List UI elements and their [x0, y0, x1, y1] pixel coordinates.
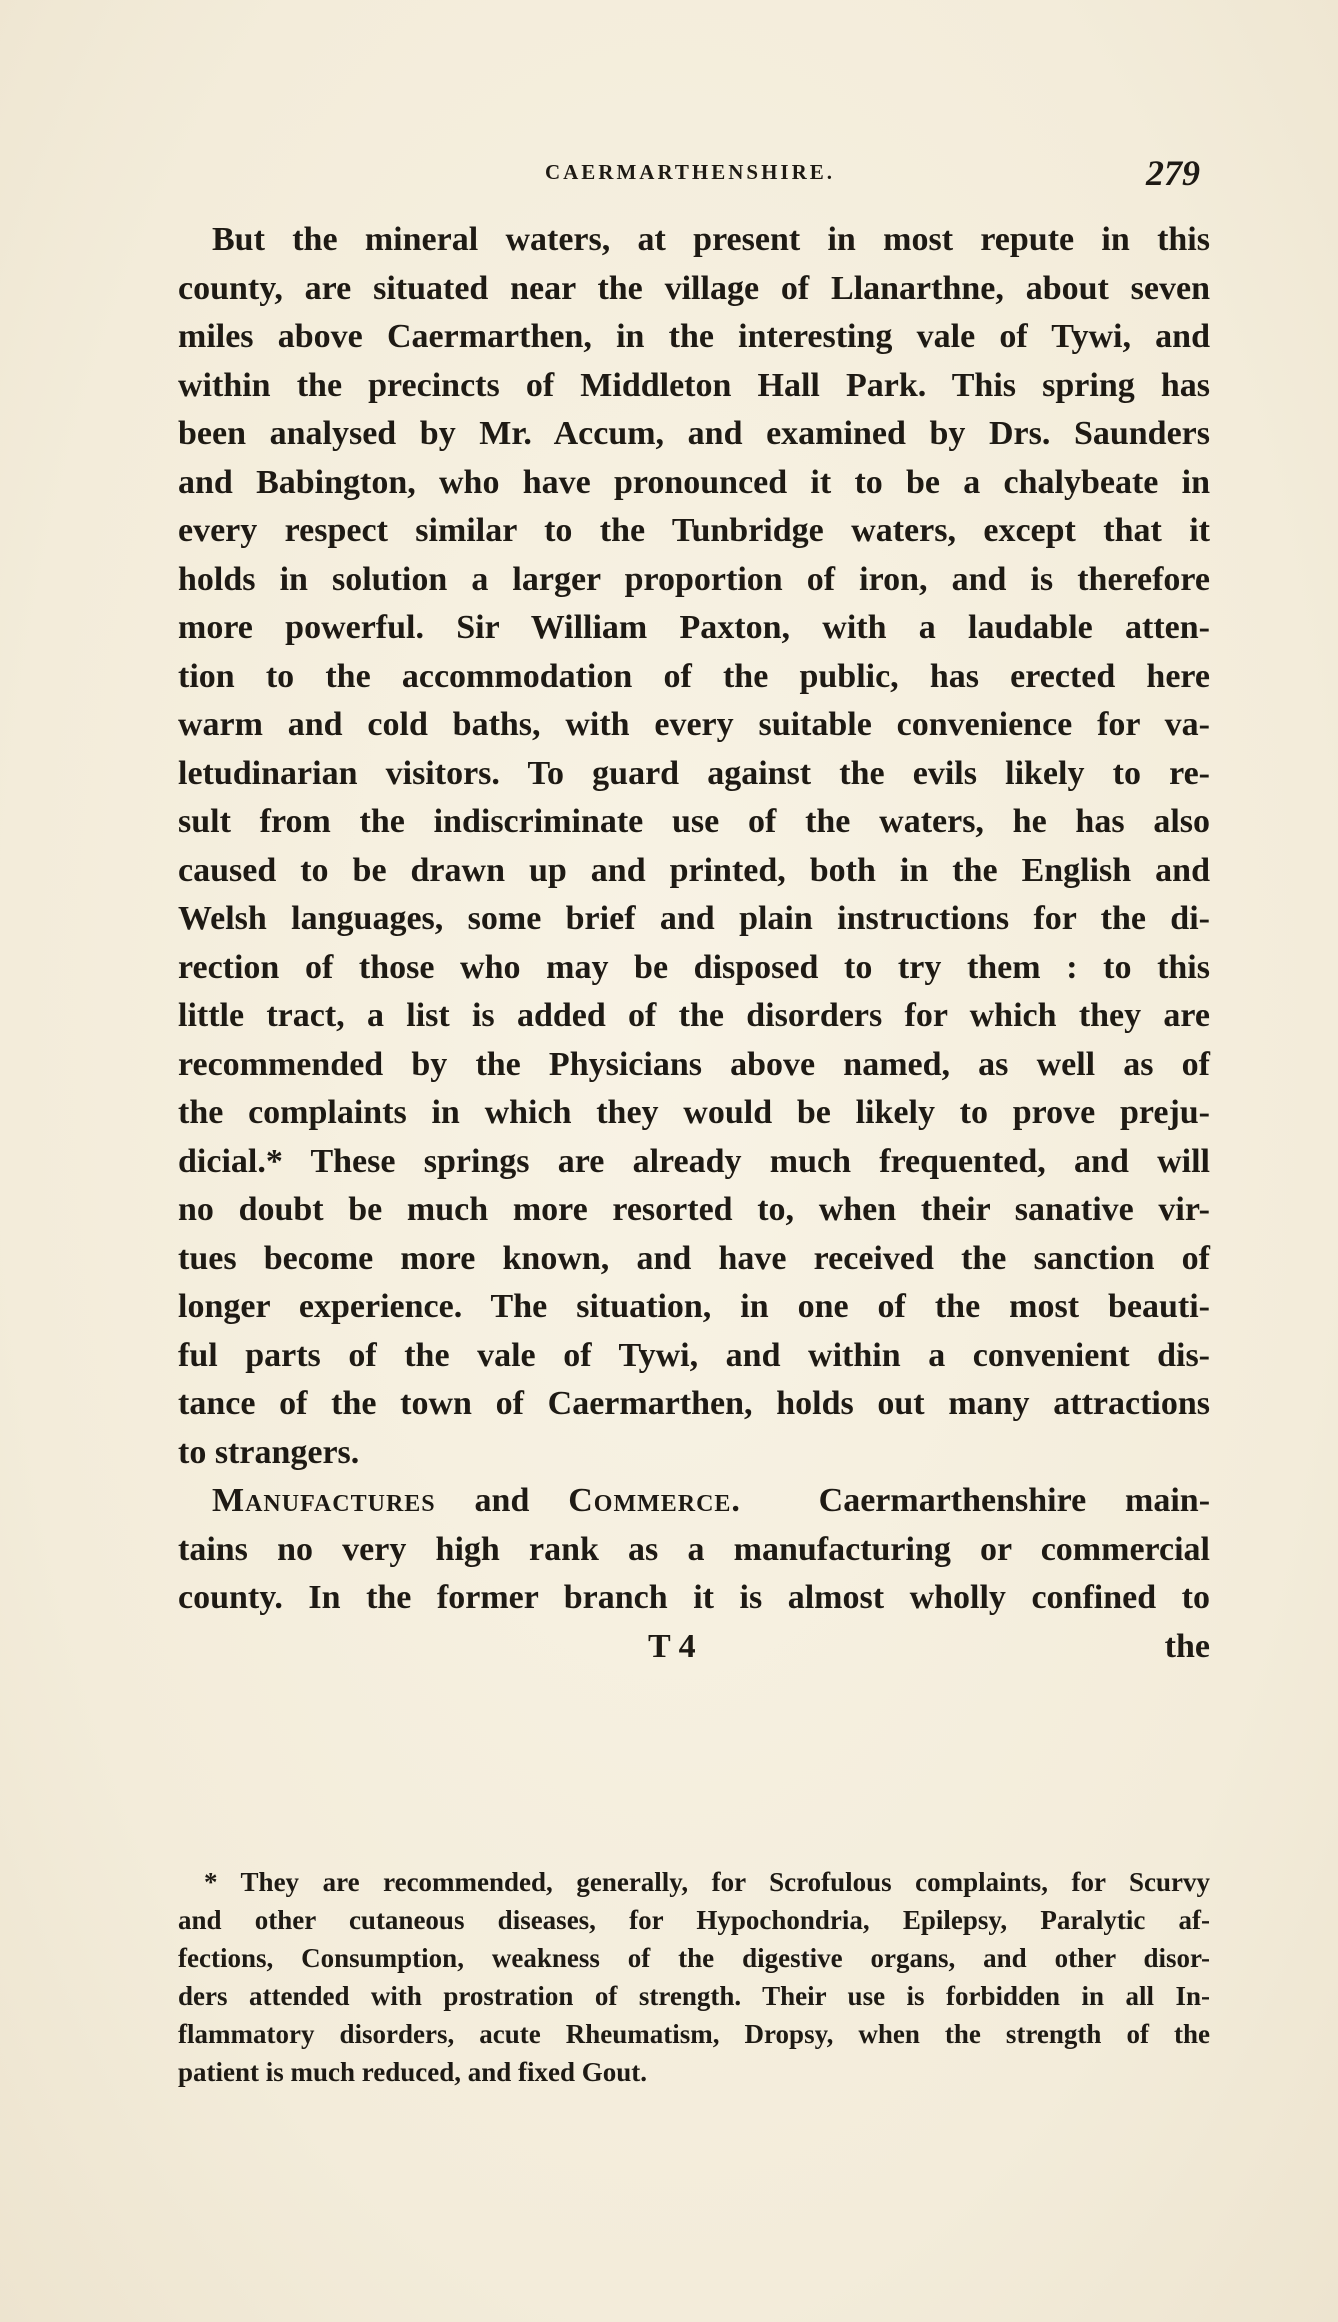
text-line: to strangers. [178, 1433, 360, 1471]
text-line: every respect similar to the Tunbridge waters, except that it [178, 512, 1210, 549]
text-line: miles above Caermarthen, in the interesting vale of Tywi, and [178, 318, 1210, 355]
text-line: caused to be drawn up and printed, both in the English and [178, 851, 1210, 889]
text-line: rection of those who may be disposed to try them : to this [178, 948, 1210, 986]
footnote-line: * They are recommended, generally, for Scrofulous complaints, for Scurvy [204, 1867, 1210, 1897]
section-heading-commerce: Commerce. [568, 1482, 741, 1519]
section-heading-and: and [474, 1482, 530, 1519]
text-line: longer experience. The situation, in one of the most beauti- [178, 1288, 1210, 1325]
footnote [178, 1863, 1210, 2091]
text-line: But the mineral waters, at present in most repute in this [212, 221, 1210, 258]
text-line: been analysed by Mr. Accum, and examined by Drs. Saunders [178, 415, 1210, 452]
text-line: no doubt be much more resorted to, when their sanative vir- [178, 1191, 1210, 1228]
text-line: county. In the former branch it is almost wholly confined to [178, 1579, 1210, 1616]
page-number: 279 [1146, 153, 1200, 193]
text-line: holds in solution a larger proportion of iron, and is therefore [178, 560, 1210, 598]
text-line: dicial.* These springs are already much frequented, and will [178, 1142, 1210, 1180]
catchword: the [1164, 1627, 1210, 1665]
text-line: Welsh languages, some brief and plain instructions for the di- [178, 900, 1210, 937]
running-head [180, 153, 1200, 200]
text-line: tion to the accommodation of the public, has erected here [178, 657, 1210, 695]
footnote-line: patient is much reduced, and fixed Gout. [178, 2057, 648, 2087]
footnote-line: and other cutaneous diseases, for Hypochondria, Epilepsy, Paralytic af- [178, 1905, 1210, 1935]
text-line: letudinarian visitors. To guard against the evils likely to re- [178, 754, 1210, 792]
section-first-line-text: Caermarthenshire main- [818, 1482, 1211, 1519]
text-line: ful parts of the vale of Tywi, and within a convenient dis- [178, 1336, 1210, 1374]
signature-mark: T 4 [648, 1627, 696, 1665]
text-line: county, are situated near the village of Llanarthne, about seven [178, 269, 1210, 307]
catch-line [178, 1623, 1210, 1672]
section-first-line [178, 1477, 1210, 1526]
main-text [178, 216, 1210, 1671]
text-line: tains no very high rank as a manufacturing or commercial [178, 1530, 1210, 1568]
footnote-line: flammatory disorders, acute Rheumatism, Dropsy, when the strength of the [178, 2019, 1210, 2049]
text-line: within the precincts of Middleton Hall Park. This spring has [178, 366, 1210, 404]
running-title: CAERMARTHENSHIRE. [544, 160, 836, 184]
footnote-line: ders attended with prostration of strength. Their use is forbidden in all In- [178, 1981, 1210, 2011]
text-line: tues become more known, and have received the sanction of [178, 1239, 1210, 1277]
footnote-line: fections, Consumption, weakness of the digestive organs, and other disor- [178, 1943, 1210, 1973]
text-line: more powerful. Sir William Paxton, with a laudable atten- [178, 609, 1210, 646]
text-line: warm and cold baths, with every suitable convenience for va- [178, 706, 1210, 743]
text-line: little tract, a list is added of the disorders for which they are [178, 997, 1210, 1034]
text-line: tance of the town of Caermarthen, holds out many attractions [178, 1385, 1210, 1422]
section-heading-manufactures: Manufactures [212, 1482, 436, 1519]
text-line: and Babington, who have pronounced it to be a chalybeate in [178, 463, 1210, 501]
text-line: recommended by the Physicians above named, as well as of [178, 1045, 1210, 1083]
text-line: sult from the indiscriminate use of the waters, he has also [178, 803, 1210, 840]
text-line: the complaints in which they would be likely to prove preju- [178, 1094, 1210, 1131]
